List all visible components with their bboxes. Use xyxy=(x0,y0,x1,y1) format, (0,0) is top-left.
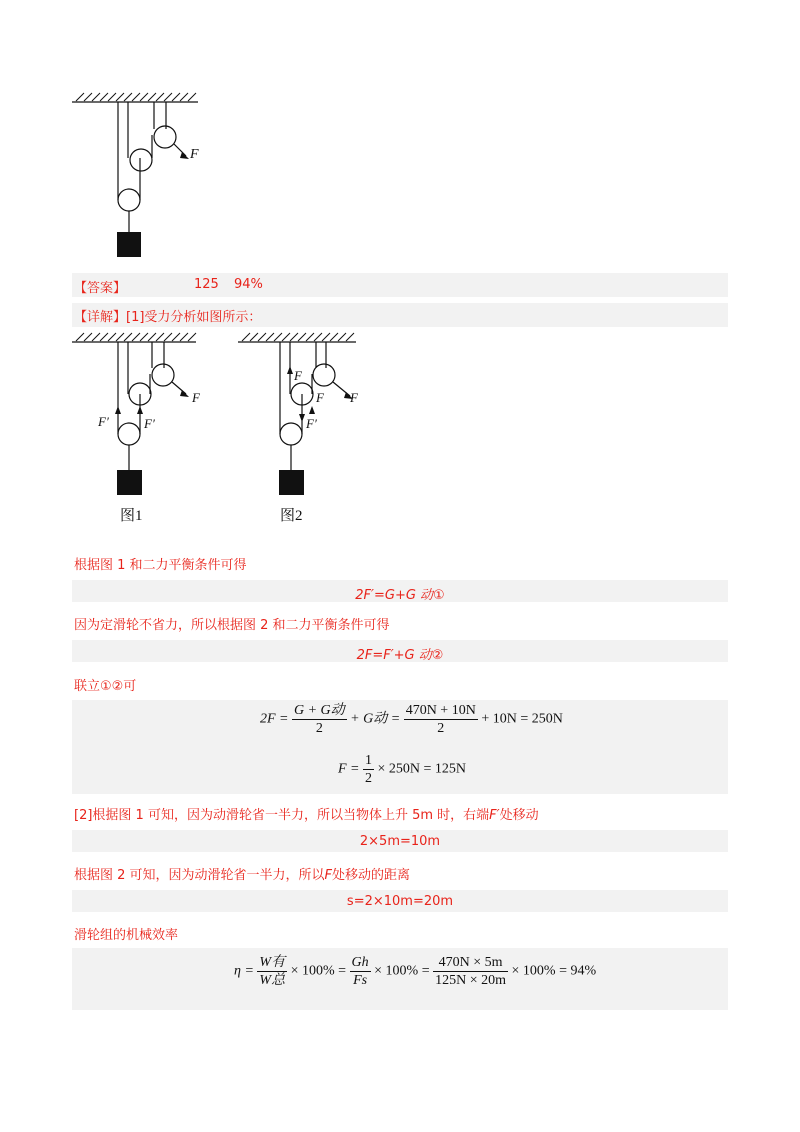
eq3-rest: + 10N = 250N xyxy=(481,711,563,727)
eq4-rest: × 250N = 125N xyxy=(377,761,467,777)
p5-part-b: F xyxy=(324,868,333,883)
force-figures xyxy=(72,330,362,524)
eq3-frac-2 xyxy=(404,702,478,737)
figure-1 xyxy=(72,330,212,524)
p4-part-c: 处移动 xyxy=(499,808,539,823)
equation-6: s=2×10m=20m xyxy=(346,894,454,909)
eq7-den-3: 125N × 20m xyxy=(435,973,507,988)
equation-7 xyxy=(234,954,596,989)
detail-row xyxy=(74,306,261,325)
eq7-num-1: W有 xyxy=(259,955,286,970)
figure-2 xyxy=(232,330,362,524)
paragraph-2: 因为定滑轮不省力，所以根据图 2 和二力平衡条件可得 xyxy=(74,618,390,633)
equation-5: 2×5m=10m xyxy=(359,834,441,849)
eq7-frac-3 xyxy=(433,954,508,989)
eq3-num-2: 470N + 10N xyxy=(405,703,476,718)
detail-label: 【详解】 xyxy=(74,310,127,325)
fig2-label-f-upper: F xyxy=(294,368,302,383)
p5-part-c: 处移动的距离 xyxy=(332,868,411,883)
eq4-num: 1 xyxy=(365,753,372,768)
eq4-lhs: F = xyxy=(338,761,360,777)
answer-label: 【答案】 xyxy=(74,281,127,296)
equation-2: 2F=F′+G 动② xyxy=(356,648,444,663)
eq7-frac-1 xyxy=(257,954,287,989)
eq4-den: 2 xyxy=(365,771,372,786)
p4-part-a: [2]根据图 1 可知，因为动滑轮省一半力，所以当物体上升 5m 时，右端 xyxy=(74,808,490,823)
eq4-frac xyxy=(363,752,374,787)
eq3-den-1: 2 xyxy=(315,721,323,736)
eq3-lhs: 2F = xyxy=(260,711,289,727)
eq3-den-2: 2 xyxy=(437,721,445,736)
fig1-caption: 图1 xyxy=(120,508,143,524)
paragraph-5 xyxy=(74,864,410,883)
fig1-label-fprime-left: F′ xyxy=(98,414,109,429)
p4-part-b: F′ xyxy=(489,808,500,823)
eq7-den-1: W总 xyxy=(259,973,286,988)
equation-3 xyxy=(260,702,563,737)
paragraph-3: 联立①②可 xyxy=(74,679,137,694)
paragraph-4 xyxy=(74,804,539,823)
paragraph-1: 根据图 1 和二力平衡条件可得 xyxy=(74,558,247,573)
p5-part-a: 根据图 2 可知，因为动滑轮省一半力，所以 xyxy=(74,868,325,883)
equation-4 xyxy=(338,752,466,787)
answer-value-1: 125 xyxy=(194,277,219,292)
eq7-m1: × 100% = xyxy=(290,963,347,979)
eq7-frac-2 xyxy=(350,954,371,989)
eq7-m2: × 100% = xyxy=(374,963,430,979)
eq7-num-3: 470N × 5m xyxy=(433,954,508,972)
answer-row xyxy=(74,277,263,296)
detail-text: [1]受力分析如图所示： xyxy=(126,310,262,325)
eq3-num-1: G + G动 xyxy=(294,703,345,718)
fig1-label-f: F xyxy=(192,390,200,405)
paragraph-6: 滑轮组的机械效率 xyxy=(74,928,179,943)
fig1-label-fprime-right: F′ xyxy=(144,416,155,431)
force-label-f: F xyxy=(190,147,199,162)
eq7-num-2: Gh xyxy=(351,955,369,970)
answer-band xyxy=(72,273,728,297)
eq7-m3: × 100% = 94% xyxy=(511,963,597,979)
equation-1: 2F′=G+G 动① xyxy=(355,588,445,603)
fig2-label-f-mid: F xyxy=(316,390,324,405)
eq7-den-2: Fs xyxy=(353,973,368,988)
eq7-lhs: η = xyxy=(234,963,254,979)
pulley-diagram-top xyxy=(70,92,210,262)
eq3-frac-1 xyxy=(292,702,347,737)
eq3-mid: + G动 = xyxy=(350,711,401,727)
fig2-caption: 图2 xyxy=(280,508,303,524)
fig2-label-f-right: F xyxy=(350,390,358,405)
fig2-label-fprime: F′ xyxy=(306,416,317,431)
answer-value-2: 94% xyxy=(234,277,263,292)
